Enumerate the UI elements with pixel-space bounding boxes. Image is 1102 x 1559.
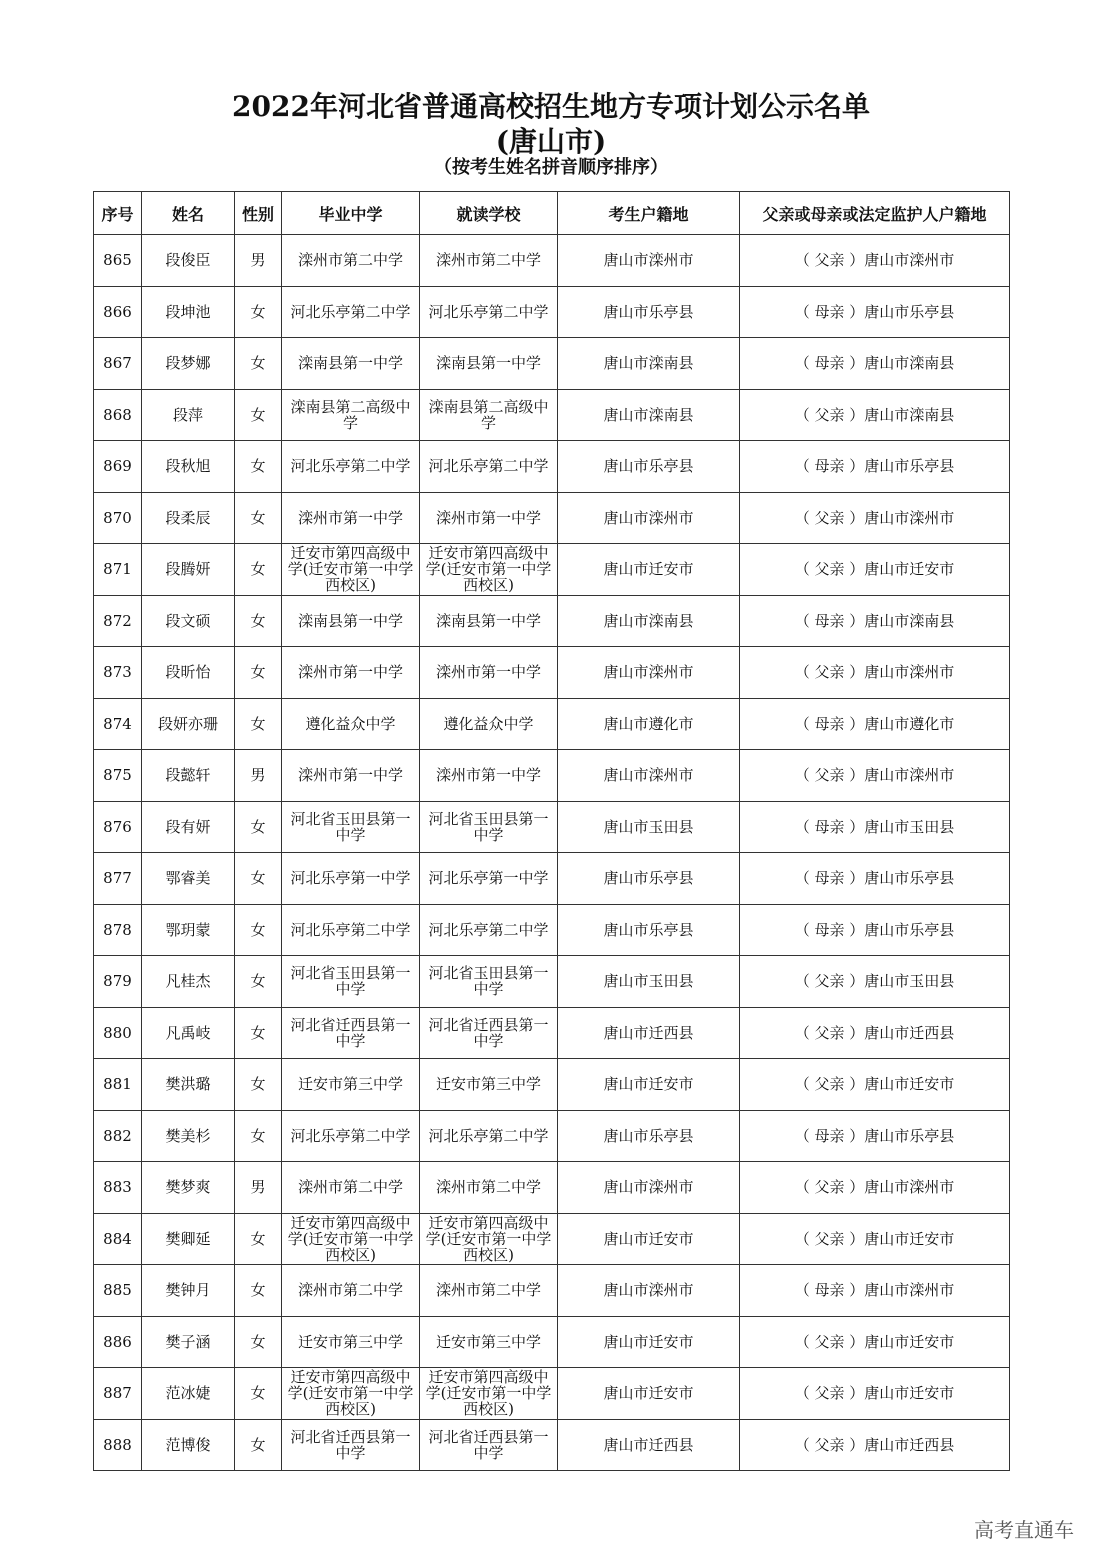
table-row [94, 441, 1010, 493]
header-grad-school: 毕业中学 [282, 192, 420, 235]
cell-guardian-hukou: （ 父亲 ）唐山市滦州市 [740, 1162, 1010, 1214]
cell-name: 段柔辰 [142, 492, 235, 544]
table-row [94, 389, 1010, 441]
table-row [94, 1368, 1010, 1420]
cell-no: 884 [94, 1213, 142, 1265]
table-row [94, 1110, 1010, 1162]
cell-guardian-hukou: （ 父亲 ）唐山市玉田县 [740, 956, 1010, 1008]
cell-name: 段腾妍 [142, 544, 235, 596]
table-row [94, 1007, 1010, 1059]
table-row [94, 1213, 1010, 1265]
cell-gender: 女 [235, 956, 282, 1008]
cell-study-school: 迁安市第三中学 [420, 1316, 558, 1368]
cell-guardian-hukou: （ 父亲 ）唐山市迁安市 [740, 1059, 1010, 1111]
cell-study-school: 滦南县第一中学 [420, 595, 558, 647]
header-gender: 性别 [235, 192, 282, 235]
cell-gender: 女 [235, 338, 282, 390]
cell-grad-school: 遵化益众中学 [282, 698, 420, 750]
cell-hukou: 唐山市乐亭县 [558, 904, 740, 956]
table-body [94, 235, 1010, 1471]
cell-gender: 女 [235, 389, 282, 441]
cell-grad-school: 河北省迁西县第一中学 [282, 1419, 420, 1471]
cell-study-school: 滦州市第一中学 [420, 647, 558, 699]
cell-hukou: 唐山市乐亭县 [558, 286, 740, 338]
cell-guardian-hukou: （ 父亲 ）唐山市迁安市 [740, 1368, 1010, 1420]
cell-guardian-hukou: （ 母亲 ）唐山市玉田县 [740, 801, 1010, 853]
cell-grad-school: 滦南县第一中学 [282, 595, 420, 647]
cell-grad-school: 滦州市第一中学 [282, 492, 420, 544]
cell-name: 樊卿延 [142, 1213, 235, 1265]
cell-grad-school: 河北乐亭第二中学 [282, 904, 420, 956]
cell-grad-school: 滦州市第一中学 [282, 647, 420, 699]
cell-no: 866 [94, 286, 142, 338]
cell-hukou: 唐山市迁安市 [558, 1316, 740, 1368]
cell-study-school: 滦州市第二中学 [420, 1265, 558, 1317]
cell-study-school: 河北省玉田县第一中学 [420, 801, 558, 853]
cell-hukou: 唐山市滦州市 [558, 1265, 740, 1317]
cell-guardian-hukou: （ 父亲 ）唐山市滦州市 [740, 750, 1010, 802]
cell-grad-school: 河北省玉田县第一中学 [282, 801, 420, 853]
table-row [94, 286, 1010, 338]
cell-no: 880 [94, 1007, 142, 1059]
cell-guardian-hukou: （ 父亲 ）唐山市滦州市 [740, 492, 1010, 544]
cell-guardian-hukou: （ 母亲 ）唐山市滦南县 [740, 338, 1010, 390]
cell-hukou: 唐山市遵化市 [558, 698, 740, 750]
document-title: 2022年河北省普通高校招生地方专项计划公示名单 [232, 90, 870, 123]
cell-grad-school: 迁安市第四高级中学(迁安市第一中学西校区) [282, 1213, 420, 1265]
cell-grad-school: 河北乐亭第二中学 [282, 1110, 420, 1162]
cell-name: 樊钟月 [142, 1265, 235, 1317]
cell-grad-school: 滦州市第二中学 [282, 235, 420, 287]
cell-hukou: 唐山市迁安市 [558, 1059, 740, 1111]
cell-gender: 男 [235, 1162, 282, 1214]
cell-study-school: 河北省迁西县第一中学 [420, 1007, 558, 1059]
cell-no: 887 [94, 1368, 142, 1420]
cell-grad-school: 迁安市第四高级中学(迁安市第一中学西校区) [282, 544, 420, 596]
cell-no: 881 [94, 1059, 142, 1111]
cell-grad-school: 滦州市第一中学 [282, 750, 420, 802]
cell-guardian-hukou: （ 父亲 ）唐山市迁西县 [740, 1007, 1010, 1059]
sort-note: （按考生姓名拼音顺序排序） [434, 157, 668, 178]
cell-gender: 女 [235, 595, 282, 647]
cell-no: 877 [94, 853, 142, 905]
cell-guardian-hukou: （ 母亲 ）唐山市乐亭县 [740, 441, 1010, 493]
table-row [94, 544, 1010, 596]
cell-name: 范博俊 [142, 1419, 235, 1471]
cell-study-school: 河北乐亭第一中学 [420, 853, 558, 905]
cell-name: 段秋旭 [142, 441, 235, 493]
cell-no: 872 [94, 595, 142, 647]
table-row [94, 492, 1010, 544]
cell-gender: 女 [235, 1007, 282, 1059]
cell-study-school: 河北乐亭第二中学 [420, 904, 558, 956]
cell-gender: 女 [235, 544, 282, 596]
cell-guardian-hukou: （ 母亲 ）唐山市滦南县 [740, 595, 1010, 647]
cell-grad-school: 河北省玉田县第一中学 [282, 956, 420, 1008]
cell-gender: 女 [235, 904, 282, 956]
cell-guardian-hukou: （ 母亲 ）唐山市乐亭县 [740, 904, 1010, 956]
cell-no: 886 [94, 1316, 142, 1368]
table-row [94, 904, 1010, 956]
cell-gender: 女 [235, 853, 282, 905]
header-name: 姓名 [142, 192, 235, 235]
cell-study-school: 滦州市第二中学 [420, 1162, 558, 1214]
cell-study-school: 滦州市第一中学 [420, 492, 558, 544]
cell-study-school: 河北省迁西县第一中学 [420, 1419, 558, 1471]
cell-no: 883 [94, 1162, 142, 1214]
cell-gender: 女 [235, 286, 282, 338]
cell-name: 鄂睿美 [142, 853, 235, 905]
cell-name: 段坤池 [142, 286, 235, 338]
cell-gender: 女 [235, 1419, 282, 1471]
cell-gender: 女 [235, 1368, 282, 1420]
table-row [94, 647, 1010, 699]
cell-name: 凡桂杰 [142, 956, 235, 1008]
cell-hukou: 唐山市滦州市 [558, 647, 740, 699]
table-row [94, 1316, 1010, 1368]
cell-study-school: 遵化益众中学 [420, 698, 558, 750]
cell-hukou: 唐山市滦州市 [558, 1162, 740, 1214]
cell-hukou: 唐山市乐亭县 [558, 853, 740, 905]
cell-grad-school: 滦南县第一中学 [282, 338, 420, 390]
cell-no: 885 [94, 1265, 142, 1317]
cell-no: 869 [94, 441, 142, 493]
cell-gender: 男 [235, 750, 282, 802]
cell-hukou: 唐山市迁安市 [558, 1368, 740, 1420]
cell-guardian-hukou: （ 母亲 ）唐山市乐亭县 [740, 286, 1010, 338]
cell-no: 867 [94, 338, 142, 390]
cell-hukou: 唐山市滦南县 [558, 338, 740, 390]
cell-guardian-hukou: （ 父亲 ）唐山市滦州市 [740, 647, 1010, 699]
cell-hukou: 唐山市迁西县 [558, 1007, 740, 1059]
table-row [94, 595, 1010, 647]
cell-study-school: 滦州市第一中学 [420, 750, 558, 802]
cell-name: 段俊臣 [142, 235, 235, 287]
cell-grad-school: 滦州市第二中学 [282, 1162, 420, 1214]
cell-name: 樊美杉 [142, 1110, 235, 1162]
cell-name: 鄂玥蒙 [142, 904, 235, 956]
cell-hukou: 唐山市迁西县 [558, 1419, 740, 1471]
cell-no: 876 [94, 801, 142, 853]
table-row [94, 801, 1010, 853]
cell-name: 段梦娜 [142, 338, 235, 390]
cell-hukou: 唐山市滦州市 [558, 492, 740, 544]
cell-hukou: 唐山市滦州市 [558, 235, 740, 287]
cell-hukou: 唐山市迁安市 [558, 1213, 740, 1265]
cell-grad-school: 河北乐亭第二中学 [282, 441, 420, 493]
document-subtitle: (唐山市) [495, 125, 607, 158]
cell-no: 870 [94, 492, 142, 544]
cell-hukou: 唐山市玉田县 [558, 801, 740, 853]
cell-no: 875 [94, 750, 142, 802]
cell-guardian-hukou: （ 父亲 ）唐山市迁安市 [740, 1213, 1010, 1265]
cell-guardian-hukou: （ 父亲 ）唐山市迁安市 [740, 544, 1010, 596]
cell-hukou: 唐山市滦南县 [558, 595, 740, 647]
cell-hukou: 唐山市乐亭县 [558, 441, 740, 493]
cell-gender: 女 [235, 492, 282, 544]
table-row [94, 853, 1010, 905]
table-row [94, 1059, 1010, 1111]
cell-guardian-hukou: （ 父亲 ）唐山市滦南县 [740, 389, 1010, 441]
cell-no: 879 [94, 956, 142, 1008]
table-row [94, 1419, 1010, 1471]
cell-gender: 女 [235, 1059, 282, 1111]
table-row [94, 956, 1010, 1008]
header-guardian-hukou: 父亲或母亲或法定监护人户籍地 [740, 192, 1010, 235]
header-no: 序号 [94, 192, 142, 235]
cell-gender: 男 [235, 235, 282, 287]
cell-grad-school: 迁安市第三中学 [282, 1316, 420, 1368]
cell-no: 882 [94, 1110, 142, 1162]
cell-study-school: 滦南县第一中学 [420, 338, 558, 390]
cell-name: 段懿轩 [142, 750, 235, 802]
cell-no: 888 [94, 1419, 142, 1471]
cell-grad-school: 河北乐亭第二中学 [282, 286, 420, 338]
cell-grad-school: 河北省迁西县第一中学 [282, 1007, 420, 1059]
cell-name: 樊子涵 [142, 1316, 235, 1368]
cell-gender: 女 [235, 1110, 282, 1162]
cell-guardian-hukou: （ 母亲 ）唐山市滦州市 [740, 1265, 1010, 1317]
cell-grad-school: 河北乐亭第一中学 [282, 853, 420, 905]
cell-study-school: 滦南县第二高级中学 [420, 389, 558, 441]
cell-name: 段有妍 [142, 801, 235, 853]
cell-name: 段文硕 [142, 595, 235, 647]
cell-guardian-hukou: （ 母亲 ）唐山市乐亭县 [740, 1110, 1010, 1162]
cell-name: 范冰婕 [142, 1368, 235, 1420]
cell-gender: 女 [235, 698, 282, 750]
cell-study-school: 迁安市第四高级中学(迁安市第一中学西校区) [420, 1213, 558, 1265]
table-row [94, 1162, 1010, 1214]
cell-gender: 女 [235, 1213, 282, 1265]
cell-grad-school: 滦州市第二中学 [282, 1265, 420, 1317]
cell-no: 874 [94, 698, 142, 750]
cell-gender: 女 [235, 647, 282, 699]
cell-no: 878 [94, 904, 142, 956]
cell-grad-school: 滦南县第二高级中学 [282, 389, 420, 441]
cell-guardian-hukou: （ 父亲 ）唐山市迁安市 [740, 1316, 1010, 1368]
cell-no: 871 [94, 544, 142, 596]
cell-no: 873 [94, 647, 142, 699]
cell-study-school: 河北省玉田县第一中学 [420, 956, 558, 1008]
cell-name: 凡禹岐 [142, 1007, 235, 1059]
cell-study-school: 河北乐亭第二中学 [420, 441, 558, 493]
cell-hukou: 唐山市滦州市 [558, 750, 740, 802]
table-row [94, 338, 1010, 390]
cell-grad-school: 迁安市第四高级中学(迁安市第一中学西校区) [282, 1368, 420, 1420]
cell-name: 樊梦爽 [142, 1162, 235, 1214]
cell-guardian-hukou: （ 母亲 ）唐山市遵化市 [740, 698, 1010, 750]
roster-table [93, 191, 1010, 1471]
cell-study-school: 河北乐亭第二中学 [420, 1110, 558, 1162]
table-row [94, 698, 1010, 750]
cell-no: 868 [94, 389, 142, 441]
cell-study-school: 迁安市第四高级中学(迁安市第一中学西校区) [420, 544, 558, 596]
cell-gender: 女 [235, 1316, 282, 1368]
cell-name: 段萍 [142, 389, 235, 441]
table-row [94, 235, 1010, 287]
cell-guardian-hukou: （ 父亲 ）唐山市迁西县 [740, 1419, 1010, 1471]
cell-study-school: 迁安市第三中学 [420, 1059, 558, 1111]
cell-hukou: 唐山市迁安市 [558, 544, 740, 596]
table-row [94, 750, 1010, 802]
cell-name: 段昕怡 [142, 647, 235, 699]
cell-gender: 女 [235, 441, 282, 493]
cell-guardian-hukou: （ 母亲 ）唐山市乐亭县 [740, 853, 1010, 905]
table-row [94, 1265, 1010, 1317]
cell-grad-school: 迁安市第三中学 [282, 1059, 420, 1111]
cell-study-school: 迁安市第四高级中学(迁安市第一中学西校区) [420, 1368, 558, 1420]
cell-gender: 女 [235, 1265, 282, 1317]
table-header-row [94, 192, 1010, 235]
cell-study-school: 滦州市第二中学 [420, 235, 558, 287]
watermark-text: 高考直通车 [974, 1518, 1074, 1542]
cell-hukou: 唐山市玉田县 [558, 956, 740, 1008]
cell-gender: 女 [235, 801, 282, 853]
cell-hukou: 唐山市乐亭县 [558, 1110, 740, 1162]
cell-guardian-hukou: （ 父亲 ）唐山市滦州市 [740, 235, 1010, 287]
cell-name: 樊洪璐 [142, 1059, 235, 1111]
cell-no: 865 [94, 235, 142, 287]
cell-name: 段妍亦珊 [142, 698, 235, 750]
header-hukou: 考生户籍地 [558, 192, 740, 235]
header-study-school: 就读学校 [420, 192, 558, 235]
cell-hukou: 唐山市滦南县 [558, 389, 740, 441]
cell-study-school: 河北乐亭第二中学 [420, 286, 558, 338]
